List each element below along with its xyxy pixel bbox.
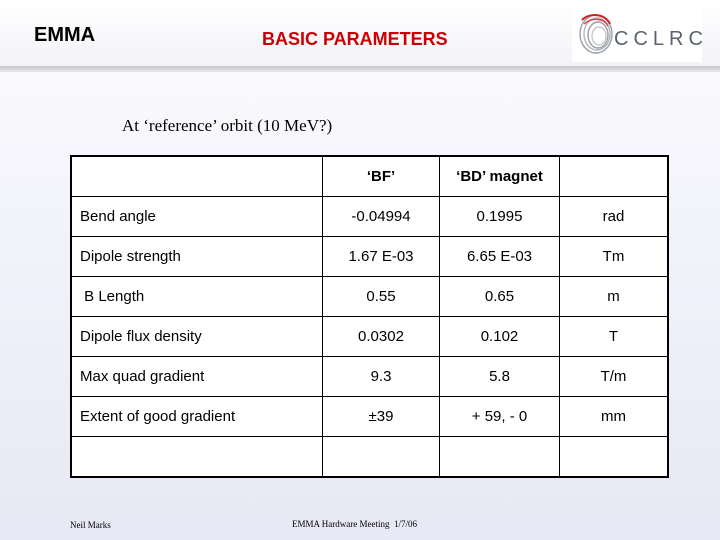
parameter-label [71, 437, 323, 478]
bf-value: ±39 [323, 397, 440, 437]
table-row [71, 357, 668, 397]
parameter-label: Max quad gradient [71, 357, 323, 397]
subtitle: At ‘reference’ orbit (10 MeV?) [122, 116, 333, 135]
footer-meeting: EMMA Hardware Meeting 1/7/06 [292, 519, 417, 529]
unit [560, 437, 669, 478]
unit: mm [560, 397, 669, 437]
cclrc-logo [572, 6, 708, 62]
bf-value: 9.3 [323, 357, 440, 397]
bf-value: 0.55 [323, 277, 440, 317]
bd-value: 0.1995 [440, 197, 560, 237]
table-row [71, 277, 668, 317]
table-row [71, 237, 668, 277]
header-cell-unit [560, 156, 669, 197]
header-cell-bf: ‘BF’ [323, 156, 440, 197]
bf-value: 0.0302 [323, 317, 440, 357]
bd-value: + 59, - 0 [440, 397, 560, 437]
table-row-empty [71, 437, 668, 478]
bd-value: 6.65 E-03 [440, 237, 560, 277]
parameter-label: Extent of good gradient [71, 397, 323, 437]
footer-author: Neil Marks [70, 520, 111, 530]
table-row [71, 197, 668, 237]
unit: rad [560, 197, 669, 237]
slide-title: BASIC PARAMETERS [262, 29, 448, 49]
bf-value: 1.67 E-03 [323, 237, 440, 277]
bd-value [440, 437, 560, 478]
unit: Tm [560, 237, 669, 277]
logo-text: CCLRC [614, 28, 708, 50]
bd-value: 5.8 [440, 357, 560, 397]
table-row [71, 397, 668, 437]
bd-value: 0.102 [440, 317, 560, 357]
header-divider [0, 66, 720, 72]
parameter-label: B Length [71, 277, 323, 317]
bf-value [323, 437, 440, 478]
table-row [71, 317, 668, 357]
table-header-row [71, 156, 668, 197]
header-cell-bd: ‘BD’ magnet [440, 156, 560, 197]
unit: T [560, 317, 669, 357]
unit: m [560, 277, 669, 317]
logo-swirl-icon [576, 10, 616, 58]
project-title: EMMA [34, 24, 96, 46]
header-cell [71, 156, 323, 197]
parameter-label: Dipole flux density [71, 317, 323, 357]
parameter-label: Bend angle [71, 197, 323, 237]
bd-value: 0.65 [440, 277, 560, 317]
bf-value: -0.04994 [323, 197, 440, 237]
parameters-table [70, 155, 669, 478]
parameter-label: Dipole strength [71, 237, 323, 277]
unit: T/m [560, 357, 669, 397]
